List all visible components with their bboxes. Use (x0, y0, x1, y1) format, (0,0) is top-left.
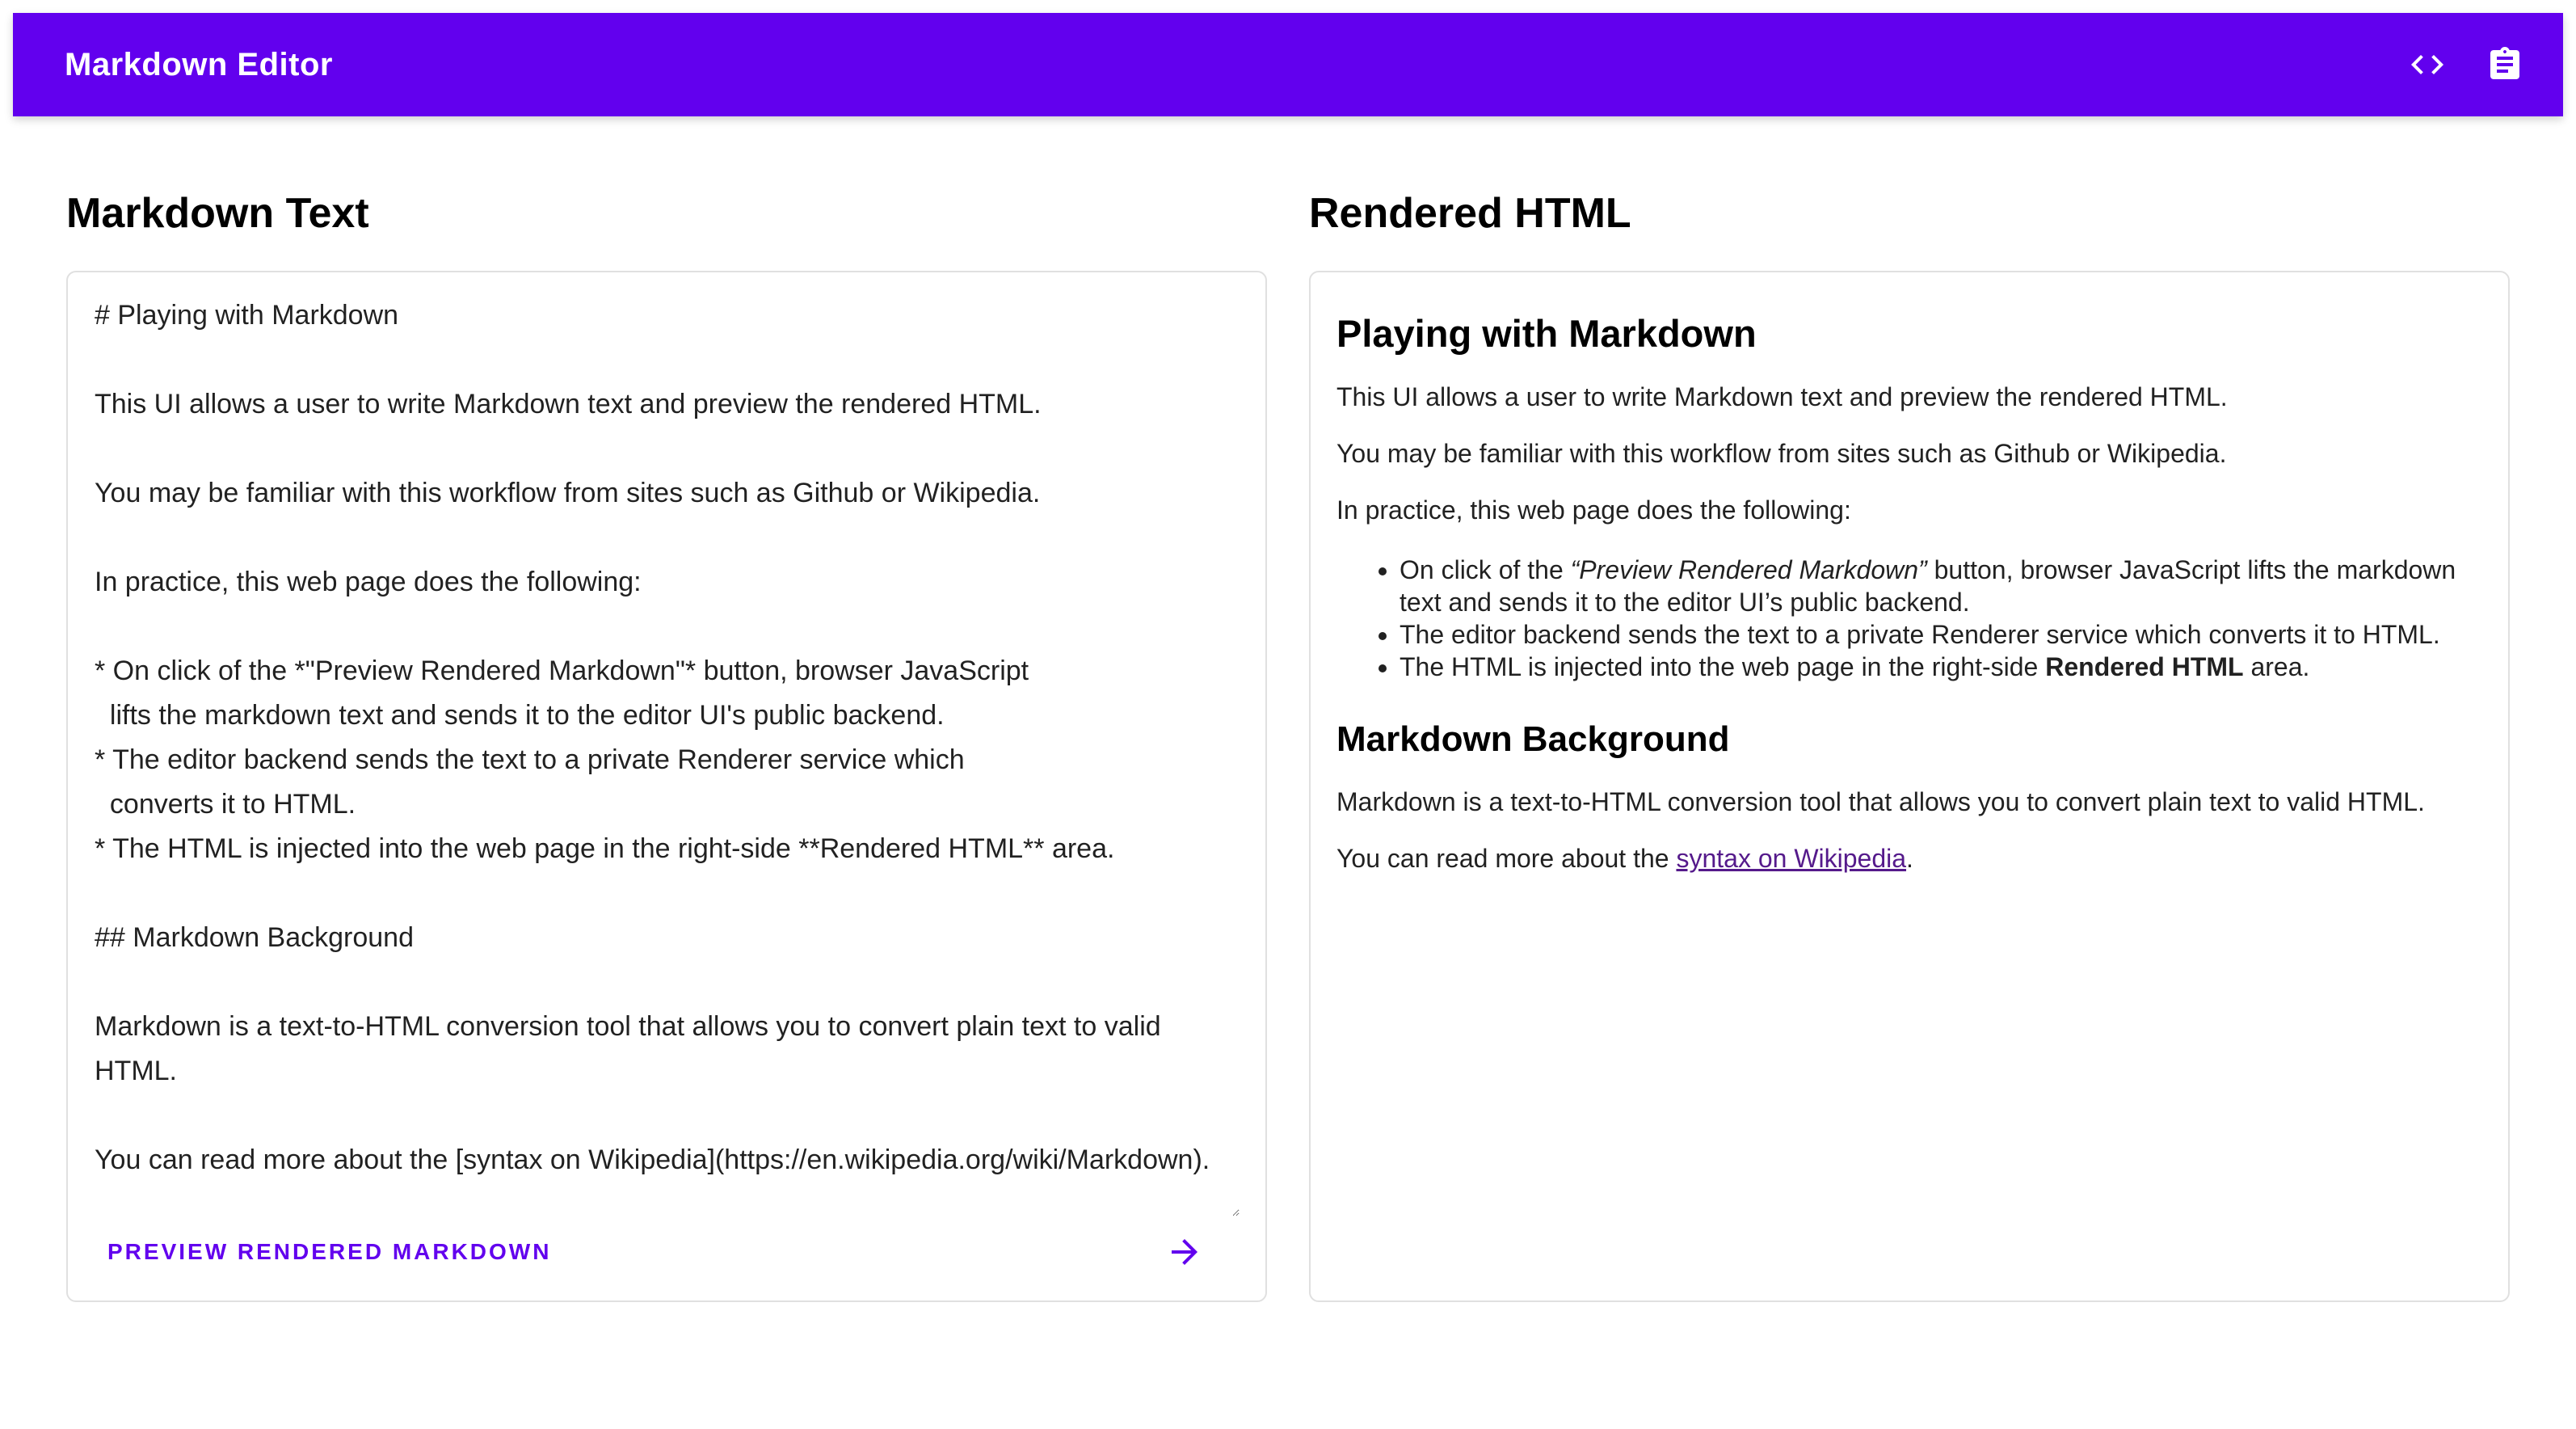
rendered-paragraph: You may be familiar with this workflow from sites such as Github or Wikipedia. (1336, 439, 2227, 469)
rendered-title: Playing with Markdown (1336, 312, 1757, 355)
editor-card-actions (95, 1216, 1240, 1288)
rendered-paragraph: In practice, this web page does the following: (1336, 495, 1851, 525)
list-item-bold: Rendered HTML (2045, 652, 2244, 682)
arrow-forward-icon (1165, 1233, 1204, 1271)
main-content (66, 116, 2510, 1302)
rendered-list (1336, 554, 2482, 683)
app-bar (13, 13, 2563, 116)
list-item-italic: “Preview Rendered Markdown” (1570, 555, 1927, 585)
preview-rendered-markdown-button[interactable]: PREVIEW RENDERED MARKDOWN (95, 1229, 564, 1275)
list-item (1400, 618, 2482, 651)
code-icon (2408, 45, 2447, 84)
assignment-clipboard-icon (2486, 45, 2524, 84)
clipboard-button[interactable] (2466, 26, 2544, 103)
link-suffix-text: . (1906, 844, 1913, 874)
editor-heading: Markdown Text (66, 190, 369, 237)
app-title: Markdown Editor (65, 46, 333, 82)
list-item-text: The HTML is injected into the web page in the right-side (1400, 652, 2046, 682)
list-item (1400, 554, 2482, 618)
editor-column (66, 116, 1267, 1302)
rendered-subheading: Markdown Background (1336, 719, 1730, 760)
list-item-text: area. (2243, 652, 2310, 682)
list-item-text: The editor backend sends the text to a private Renderer service which converts it to HTML. (1400, 620, 2440, 650)
rendered-paragraph: This UI allows a user to write Markdown text and preview the rendered HTML. (1336, 382, 2228, 412)
list-item-text: button, browser JavaScript lifts the markdown text and sends it to the editor UI’s public backend. (1400, 555, 2456, 618)
preview-column (1309, 116, 2510, 1302)
rendered-paragraph: Markdown is a text-to-HTML conversion tool that allows you to convert plain text to valid HTML. (1336, 787, 2425, 817)
syntax-wikipedia-link[interactable]: syntax on Wikipedia (1676, 844, 1907, 874)
submit-arrow-button[interactable] (1155, 1223, 1214, 1281)
editor-card (66, 271, 1267, 1302)
markdown-input[interactable] (95, 293, 1240, 1216)
preview-card (1309, 271, 2510, 1302)
code-button[interactable] (2389, 26, 2466, 103)
link-prefix-text: You can read more about the (1336, 844, 1677, 874)
preview-heading: Rendered HTML (1309, 190, 1631, 237)
list-item-text: On click of the (1400, 555, 1571, 585)
rendered-paragraph (1336, 842, 2482, 875)
list-item (1400, 651, 2482, 683)
